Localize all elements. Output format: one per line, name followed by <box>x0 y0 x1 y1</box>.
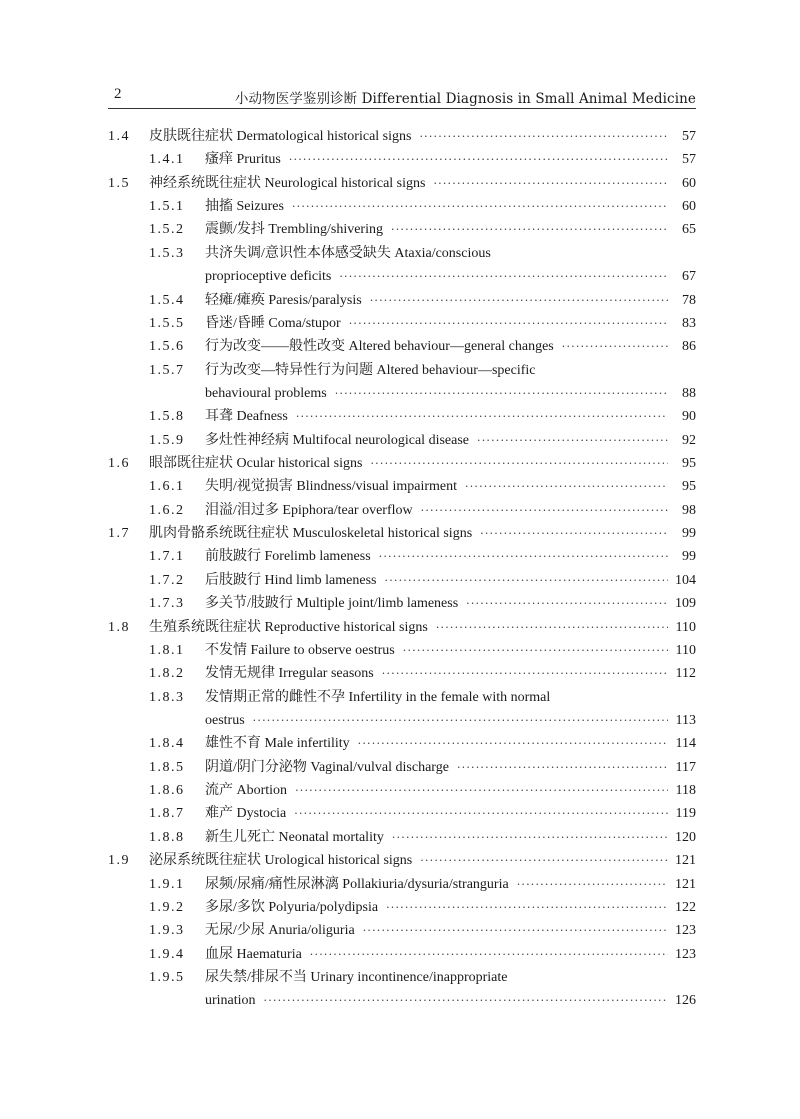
toc-entry-title-line <box>205 756 696 779</box>
toc-entry[interactable] <box>0 545 800 568</box>
toc-entry[interactable] <box>0 802 800 825</box>
toc-entry[interactable] <box>0 359 800 382</box>
dot-leader <box>370 452 668 475</box>
toc-entry-title: 抽搐 Seizures <box>205 199 284 215</box>
toc-entry[interactable] <box>0 779 800 802</box>
toc-entry-title-line <box>205 335 696 358</box>
dot-leader <box>480 522 668 545</box>
dot-leader <box>562 335 668 358</box>
dot-leader <box>403 639 668 662</box>
toc-entry-number: 1.5.8 <box>149 409 185 425</box>
toc-entry-title: 多关节/肢跛行 Multiple joint/limb lameness <box>205 596 459 612</box>
toc-entry[interactable] <box>0 429 800 452</box>
toc-entry[interactable] <box>0 172 800 195</box>
toc-entry-title: 难产 Dystocia <box>205 806 287 822</box>
toc-entry[interactable] <box>0 125 800 148</box>
toc-entry-title: 尿失禁/排尿不当 Urinary incontinence/inappropriate <box>205 969 508 985</box>
toc-entry-title-line <box>205 475 696 498</box>
toc-entry-page: 57 <box>682 152 696 168</box>
toc-entry-title: 行为改变—特异性行为问题 Altered behaviour—specific <box>205 362 536 378</box>
dot-leader <box>296 405 668 428</box>
toc-entry-number: 1.5.5 <box>149 315 185 331</box>
toc-entry[interactable] <box>0 148 800 171</box>
toc-entry-number: 1.9.1 <box>149 876 185 892</box>
dot-leader <box>349 312 668 335</box>
toc-entry-page: 119 <box>675 806 696 822</box>
toc-entry-title-line <box>205 429 696 452</box>
toc-entry-number: 1.9.3 <box>149 923 185 939</box>
toc-entry-title-line <box>205 662 696 685</box>
dot-leader <box>385 569 669 592</box>
dot-leader <box>433 172 668 195</box>
toc-entry-title: 失明/视觉损害 Blindness/visual impairment <box>205 479 457 495</box>
toc-entry-page: 126 <box>675 993 696 1009</box>
toc-entry-title-line <box>149 849 696 872</box>
dot-leader <box>294 802 668 825</box>
dot-leader <box>382 662 668 685</box>
toc-entry-title-line <box>205 732 696 755</box>
toc-entry-title-line <box>149 172 696 195</box>
toc-entry-page: 121 <box>675 853 696 869</box>
toc-entry-title-line <box>205 592 696 615</box>
toc-entry-number: 1.5 <box>108 175 130 191</box>
toc-entry-number: 1.5.1 <box>149 199 185 215</box>
toc-entry-number: 1.9.4 <box>149 946 185 962</box>
dot-leader <box>264 989 668 1012</box>
dot-leader <box>391 218 668 241</box>
toc-entry-page: 86 <box>682 339 696 355</box>
toc-entry-title-line <box>205 242 640 265</box>
toc-entry-title-line <box>205 265 696 288</box>
toc-entry-number: 1.7.1 <box>149 549 185 565</box>
toc-entry-title: 行为改变——般性改变 Altered behaviour—general changes <box>205 339 554 355</box>
toc-entry-page: 67 <box>682 269 696 285</box>
toc-entry-page: 110 <box>675 619 696 635</box>
toc-entry-page: 123 <box>675 923 696 939</box>
toc-entry[interactable] <box>0 405 800 428</box>
toc-entry-title-line <box>205 966 640 989</box>
toc-entry-number: 1.5.3 <box>149 245 185 261</box>
toc-entry-title: 新生儿死亡 Neonatal mortality <box>205 829 384 845</box>
toc-entry-title-line <box>149 616 696 639</box>
toc-entry[interactable] <box>0 896 800 919</box>
toc-entry-title: 不发情 Failure to observe oestrus <box>205 642 395 658</box>
toc-entry-number: 1.9.2 <box>149 899 185 915</box>
toc-entry-number: 1.8.7 <box>149 806 185 822</box>
toc-entry-title-continued: proprioceptive deficits <box>205 269 332 285</box>
toc-entry-number: 1.7 <box>108 526 130 542</box>
toc-entry-page: 113 <box>675 712 696 728</box>
dot-leader <box>289 148 668 171</box>
toc-entry-page: 104 <box>675 572 696 588</box>
toc-entry-title-line <box>205 218 696 241</box>
toc-entry-page: 99 <box>682 526 696 542</box>
toc-entry-title-line <box>205 382 696 405</box>
toc-entry-title-line <box>205 779 696 802</box>
dot-leader <box>465 475 668 498</box>
dot-leader <box>358 732 668 755</box>
toc-entry-page: 98 <box>682 502 696 518</box>
toc-entry-page: 123 <box>675 946 696 962</box>
toc-entry-page: 88 <box>682 385 696 401</box>
toc-entry[interactable] <box>0 943 800 966</box>
toc-entry-title: 皮肤既往症状 Dermatological historical signs <box>149 129 412 144</box>
dot-leader <box>466 592 668 615</box>
toc-entry-title-line <box>205 873 696 896</box>
toc-entry[interactable] <box>0 452 800 475</box>
toc-entry-title: 多灶性神经病 Multifocal neurological disease <box>205 432 469 448</box>
toc-entry[interactable] <box>0 475 800 498</box>
toc-entry-page: 118 <box>675 783 696 799</box>
toc-entry[interactable] <box>0 662 800 685</box>
toc-entry-number: 1.9.5 <box>149 969 185 985</box>
toc-entry-number: 1.8.4 <box>149 736 185 752</box>
toc-entry-number: 1.5.4 <box>149 292 185 308</box>
toc-entry-page: 114 <box>675 736 696 752</box>
running-title: 小动物医学鉴别诊断 Differential Diagnosis in Small Animal Medicine <box>234 91 696 107</box>
dot-leader <box>253 709 668 732</box>
toc-entry-page: 112 <box>675 666 696 682</box>
toc-entry-number: 1.8.8 <box>149 829 185 845</box>
toc-entry-title-continued: oestrus <box>205 712 245 728</box>
toc-entry-title: 前肢跛行 Forelimb lameness <box>205 549 371 565</box>
dot-leader <box>419 125 668 148</box>
toc-entry-page: 121 <box>675 876 696 892</box>
toc-entry-title: 震颤/发抖 Trembling/shivering <box>205 222 383 238</box>
toc-entry-page: 117 <box>675 759 696 775</box>
toc-entry-title-line <box>205 405 696 428</box>
dot-leader <box>335 382 668 405</box>
toc-entry-title-line <box>205 943 696 966</box>
toc-entry-title: 眼部既往症状 Ocular historical signs <box>149 456 363 472</box>
toc-entry-title: 昏迷/昏睡 Coma/stupor <box>205 315 341 331</box>
toc-entry-number: 1.8.6 <box>149 783 185 799</box>
toc-entry-title: 多尿/多饮 Polyuria/polydipsia <box>205 899 379 915</box>
toc-entry[interactable] <box>0 499 800 522</box>
toc-entry-title-line <box>149 522 696 545</box>
toc-entry-title: 泌尿系统既往症状 Urological historical signs <box>149 853 413 869</box>
toc-entry[interactable] <box>0 592 800 615</box>
toc-entry-continuation[interactable] <box>0 709 800 732</box>
toc-entry-page: 95 <box>682 456 696 472</box>
toc-entry-title-line <box>205 148 696 171</box>
toc-entry-title: 肌肉骨骼系统既往症状 Musculoskeletal historical signs <box>149 526 473 542</box>
toc-entry-title-line <box>205 896 696 919</box>
toc-entry-page: 109 <box>675 596 696 612</box>
toc-entry[interactable] <box>0 686 800 709</box>
toc-entry-title-continued: urination <box>205 993 256 1009</box>
dot-leader <box>363 919 668 942</box>
toc-entry-title: 发情无规律 Irregular seasons <box>205 666 374 682</box>
dot-leader <box>477 429 668 452</box>
toc-entry-page: 57 <box>682 129 696 144</box>
toc-entry[interactable] <box>0 639 800 662</box>
toc-entry-page: 60 <box>682 175 696 191</box>
toc-entry-title: 流产 Abortion <box>205 783 288 799</box>
toc-entry-title-line <box>205 826 696 849</box>
toc-entry-continuation[interactable] <box>0 989 800 1012</box>
toc-entry[interactable] <box>0 522 800 545</box>
toc-entry-page: 65 <box>682 222 696 238</box>
dot-leader <box>436 616 668 639</box>
toc-entry-title: 轻瘫/瘫痪 Paresis/paralysis <box>205 292 362 308</box>
toc-entry-title-line <box>205 686 640 709</box>
dot-leader <box>420 849 668 872</box>
toc-entry-title: 雄性不育 Male infertility <box>205 736 350 752</box>
toc-entry-number: 1.8.5 <box>149 759 185 775</box>
toc-entry[interactable] <box>0 335 800 358</box>
toc-entry-number: 1.6.2 <box>149 502 185 518</box>
toc-entry-title-line <box>205 919 696 942</box>
toc-entry-number: 1.8 <box>108 619 130 635</box>
toc-entry-title-line <box>205 569 696 592</box>
toc-entry-title-continued: behavioural problems <box>205 385 327 401</box>
toc-entry-title: 发情期正常的雌性不孕 Infertility in the female with normal <box>205 689 551 705</box>
toc-entry-page: 122 <box>675 899 696 915</box>
dot-leader <box>386 896 668 919</box>
dot-leader <box>295 779 668 802</box>
toc-entry-number: 1.7.3 <box>149 596 185 612</box>
toc-entry-title: 后肢跛行 Hind limb lameness <box>205 572 377 588</box>
toc-entry[interactable] <box>0 312 800 335</box>
dot-leader <box>392 826 668 849</box>
toc-entry-number: 1.9 <box>108 853 130 869</box>
toc-entry[interactable] <box>0 873 800 896</box>
dot-leader <box>370 289 668 312</box>
toc-entry-title: 尿频/尿痛/痛性尿淋漓 Pollakiuria/dysuria/stranguria <box>205 876 509 892</box>
dot-leader <box>339 265 668 288</box>
toc-entry-page: 90 <box>682 409 696 425</box>
toc-entry-title-line <box>205 802 696 825</box>
toc-entry-title: 无尿/少尿 Anuria/oliguria <box>205 923 355 939</box>
toc-entry[interactable] <box>0 919 800 942</box>
toc-entry[interactable] <box>0 732 800 755</box>
table-of-contents <box>0 125 800 1013</box>
toc-entry-page: 95 <box>682 479 696 495</box>
dot-leader <box>379 545 668 568</box>
toc-entry-number: 1.5.9 <box>149 432 185 448</box>
dot-leader <box>457 756 668 779</box>
toc-entry-title-line <box>205 639 696 662</box>
toc-entry-number: 1.6 <box>108 456 130 472</box>
toc-entry-title: 耳聋 Deafness <box>205 409 288 425</box>
toc-entry-title: 瘙痒 Pruritus <box>205 152 281 168</box>
toc-entry-title-line <box>205 709 696 732</box>
toc-entry-title-line <box>205 545 696 568</box>
toc-entry-title: 阴道/阴门分泌物 Vaginal/vulval discharge <box>205 759 449 775</box>
toc-entry-number: 1.4.1 <box>149 152 185 168</box>
toc-entry-page: 99 <box>682 549 696 565</box>
dot-leader <box>310 943 668 966</box>
toc-entry-number: 1.6.1 <box>149 479 185 495</box>
toc-entry[interactable] <box>0 826 800 849</box>
dot-leader <box>292 195 668 218</box>
toc-entry-title-line <box>205 195 696 218</box>
toc-entry-title: 神经系统既往症状 Neurological historical signs <box>149 175 426 191</box>
toc-entry-page: 60 <box>682 199 696 215</box>
toc-entry-number: 1.8.3 <box>149 689 185 705</box>
toc-entry[interactable] <box>0 966 800 989</box>
toc-entry[interactable] <box>0 218 800 241</box>
toc-entry[interactable] <box>0 289 800 312</box>
toc-entry-number: 1.5.7 <box>149 362 185 378</box>
toc-entry-number: 1.7.2 <box>149 572 185 588</box>
toc-entry-number: 1.5.6 <box>149 339 185 355</box>
toc-entry-title: 血尿 Haematuria <box>205 946 302 962</box>
toc-entry-page: 92 <box>682 432 696 448</box>
toc-entry[interactable] <box>0 569 800 592</box>
toc-entry-number: 1.8.2 <box>149 666 185 682</box>
toc-entry-page: 110 <box>675 642 696 658</box>
toc-entry[interactable] <box>0 616 800 639</box>
dot-leader <box>517 873 668 896</box>
toc-entry-title-line <box>205 989 696 1012</box>
toc-entry-title: 泪溢/泪过多 Epiphora/tear overflow <box>205 502 413 518</box>
dot-leader <box>421 499 668 522</box>
toc-entry-title: 生殖系统既往症状 Reproductive historical signs <box>149 619 428 635</box>
toc-entry-title-line <box>205 289 696 312</box>
toc-entry[interactable] <box>0 849 800 872</box>
toc-entry-continuation[interactable] <box>0 265 800 288</box>
toc-entry-title-line <box>205 359 640 382</box>
toc-entry-number: 1.8.1 <box>149 642 185 658</box>
page-number: 2 <box>114 86 122 102</box>
toc-entry-title-line <box>205 499 696 522</box>
toc-entry-title-line <box>149 125 696 148</box>
toc-entry-number: 1.4 <box>108 129 130 144</box>
running-header <box>108 86 696 109</box>
toc-entry-page: 83 <box>682 315 696 331</box>
toc-entry[interactable] <box>0 242 800 265</box>
toc-entry-number: 1.5.2 <box>149 222 185 238</box>
toc-entry-page: 120 <box>675 829 696 845</box>
toc-entry-title-line <box>149 452 696 475</box>
toc-entry-title: 共济失调/意识性本体感受缺失 Ataxia/conscious <box>205 245 491 261</box>
toc-entry-title-line <box>205 312 696 335</box>
toc-entry[interactable] <box>0 195 800 218</box>
toc-entry-page: 78 <box>682 292 696 308</box>
toc-entry-continuation[interactable] <box>0 382 800 405</box>
toc-entry[interactable] <box>0 756 800 779</box>
